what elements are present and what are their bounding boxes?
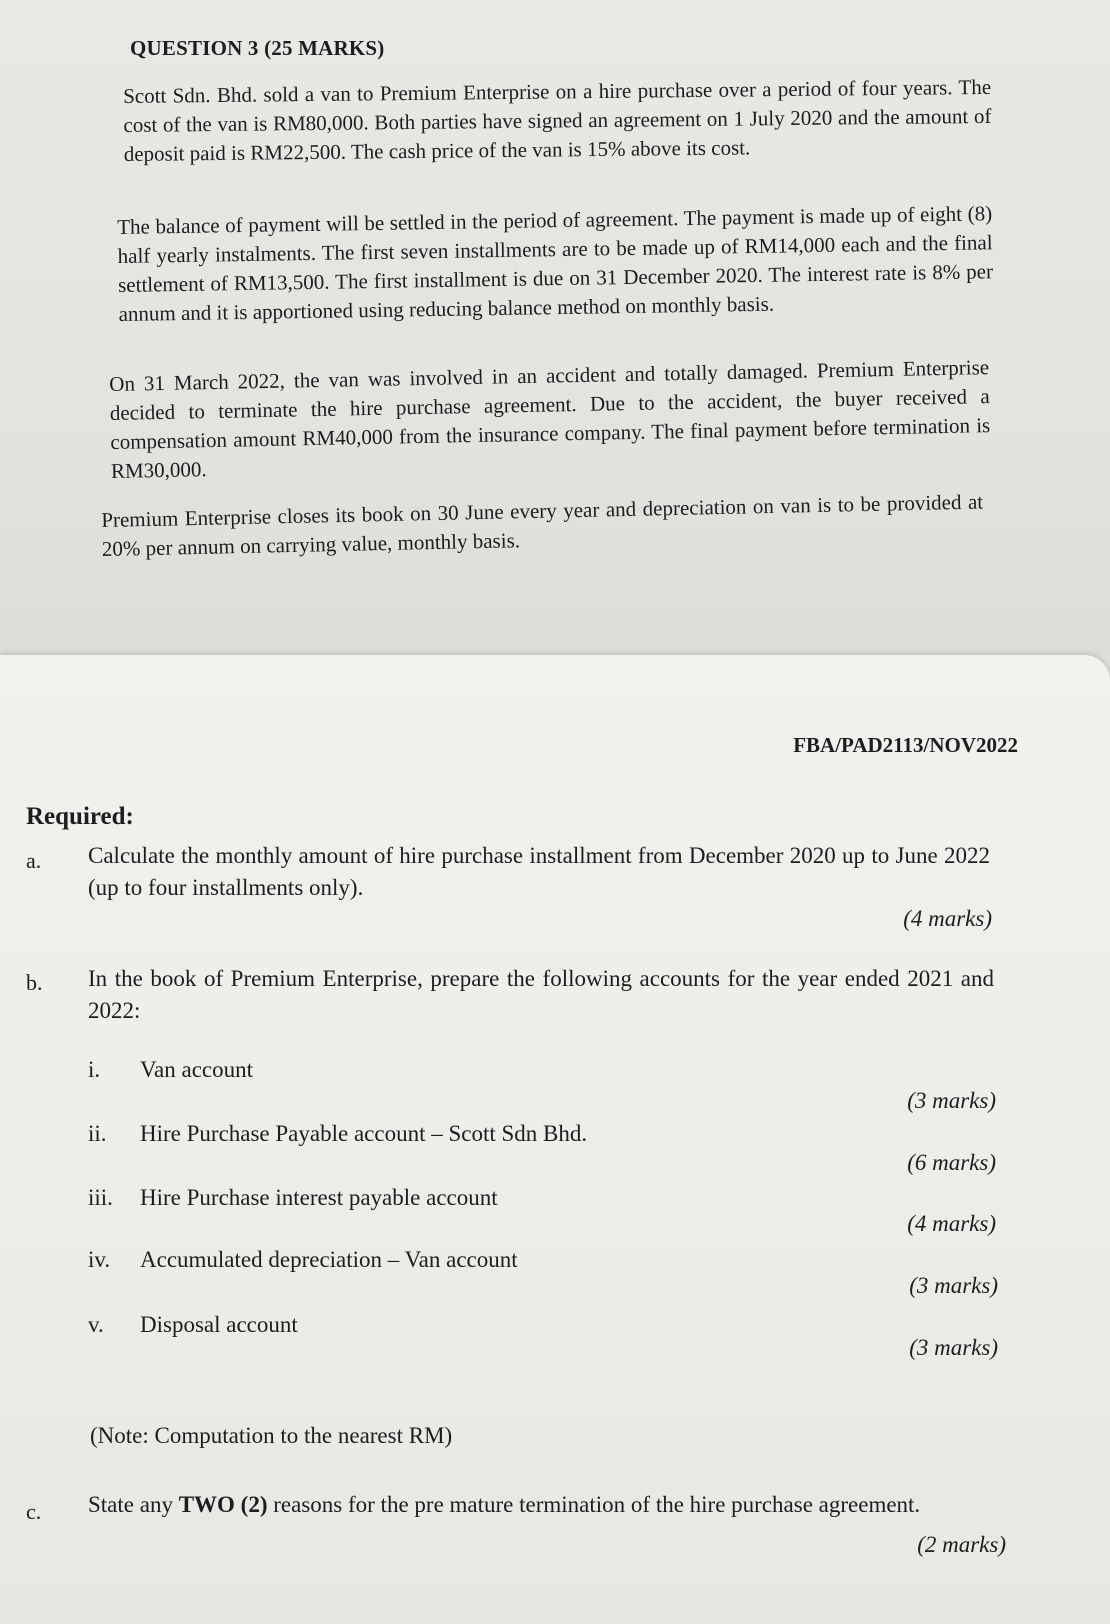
question-b-item-3-num: iii. [88,1185,113,1210]
question-b-item-1-marks: (3 marks) [907,1088,996,1113]
question-sheet-lower [0,655,1110,1624]
scenario-paragraph-1: Scott Sdn. Bhd. sold a van to Premium Enterprise on a hire purchase over a period of four years. The cost of the van is RM80,000. Both parties have signed an agreement on 1 July 2020 and the amount of deposit paid is RM22,500. The cash price of the van is 15% above its cost. [123,74,992,166]
question-b-item-2-marks: (6 marks) [907,1150,996,1175]
question-b-item-2-num: ii. [88,1121,107,1146]
question-c-marks: (2 marks) [917,1532,1006,1557]
question-a-marks: (4 marks) [903,906,992,931]
question-b-item-1-label: Van account [140,1057,254,1082]
question-b-item-4-num: iv. [88,1247,111,1272]
question-b-item-4-label: Accumulated depreciation – Van account [140,1247,518,1272]
question-b-item-2-label: Hire Purchase Payable account – Scott Sdn Bhd. [140,1121,588,1146]
question-title: QUESTION 3 (25 MARKS) [130,36,385,60]
question-c-letter: c. [26,1499,42,1524]
required-heading: Required: [26,803,134,830]
paper-code: FBA/PAD2113/NOV2022 [793,733,1018,757]
scenario-paragraph-3: On 31 March 2022, the van was involved in an accident and totally damaged. Premium Enterprise decided to terminate the hire purchase agreement. Due to the accident, the buyer received a compensation amount RM40,000 from the insurance company. The final payment before termination is RM30,000. [109,355,991,483]
question-b-text: In the book of Premium Enterprise, prepare the following accounts for the year ended 2021 and 2022: [88,966,994,1023]
computation-note: (Note: Computation to the nearest RM) [90,1423,453,1448]
scenario-paragraph-4: Premium Enterprise closes its book on 30 June every year and depreciation on van is to be provided at 20% per annum on carrying value, monthly basis. [101,489,984,561]
question-b-item-5-label: Disposal account [140,1312,298,1337]
question-b-item-3-label: Hire Purchase interest payable account [140,1185,498,1210]
question-b-item-3-marks: (4 marks) [907,1211,996,1236]
question-b-item-4-marks: (3 marks) [909,1273,998,1298]
question-c-text: State any TWO (2) reasons for the pre mature termination of the hire purchase agreement. [88,1492,921,1517]
scenario-paragraph-2: The balance of payment will be settled in the period of agreement. The payment is made up of eight (8) half yearly instalments. The first seven installments are to be made up of RM14,000 each and the final settlement of RM13,500. The first installment is due on 31 December 2020. The interest rate is 8% per annum and it is apportioned using reducing balance method on monthly basis. [117,201,994,326]
question-b-item-1-num: i. [88,1057,101,1082]
question-b-item-5-marks: (3 marks) [909,1335,998,1360]
question-b-letter: b. [26,970,43,995]
question-a-text: Calculate the monthly amount of hire purchase installment from December 2020 up to June 2022 (up to four installments only). [88,843,990,900]
question-b-item-5-num: v. [88,1312,104,1337]
question-a-letter: a. [26,848,42,873]
question-sheet-upper [0,0,1110,700]
